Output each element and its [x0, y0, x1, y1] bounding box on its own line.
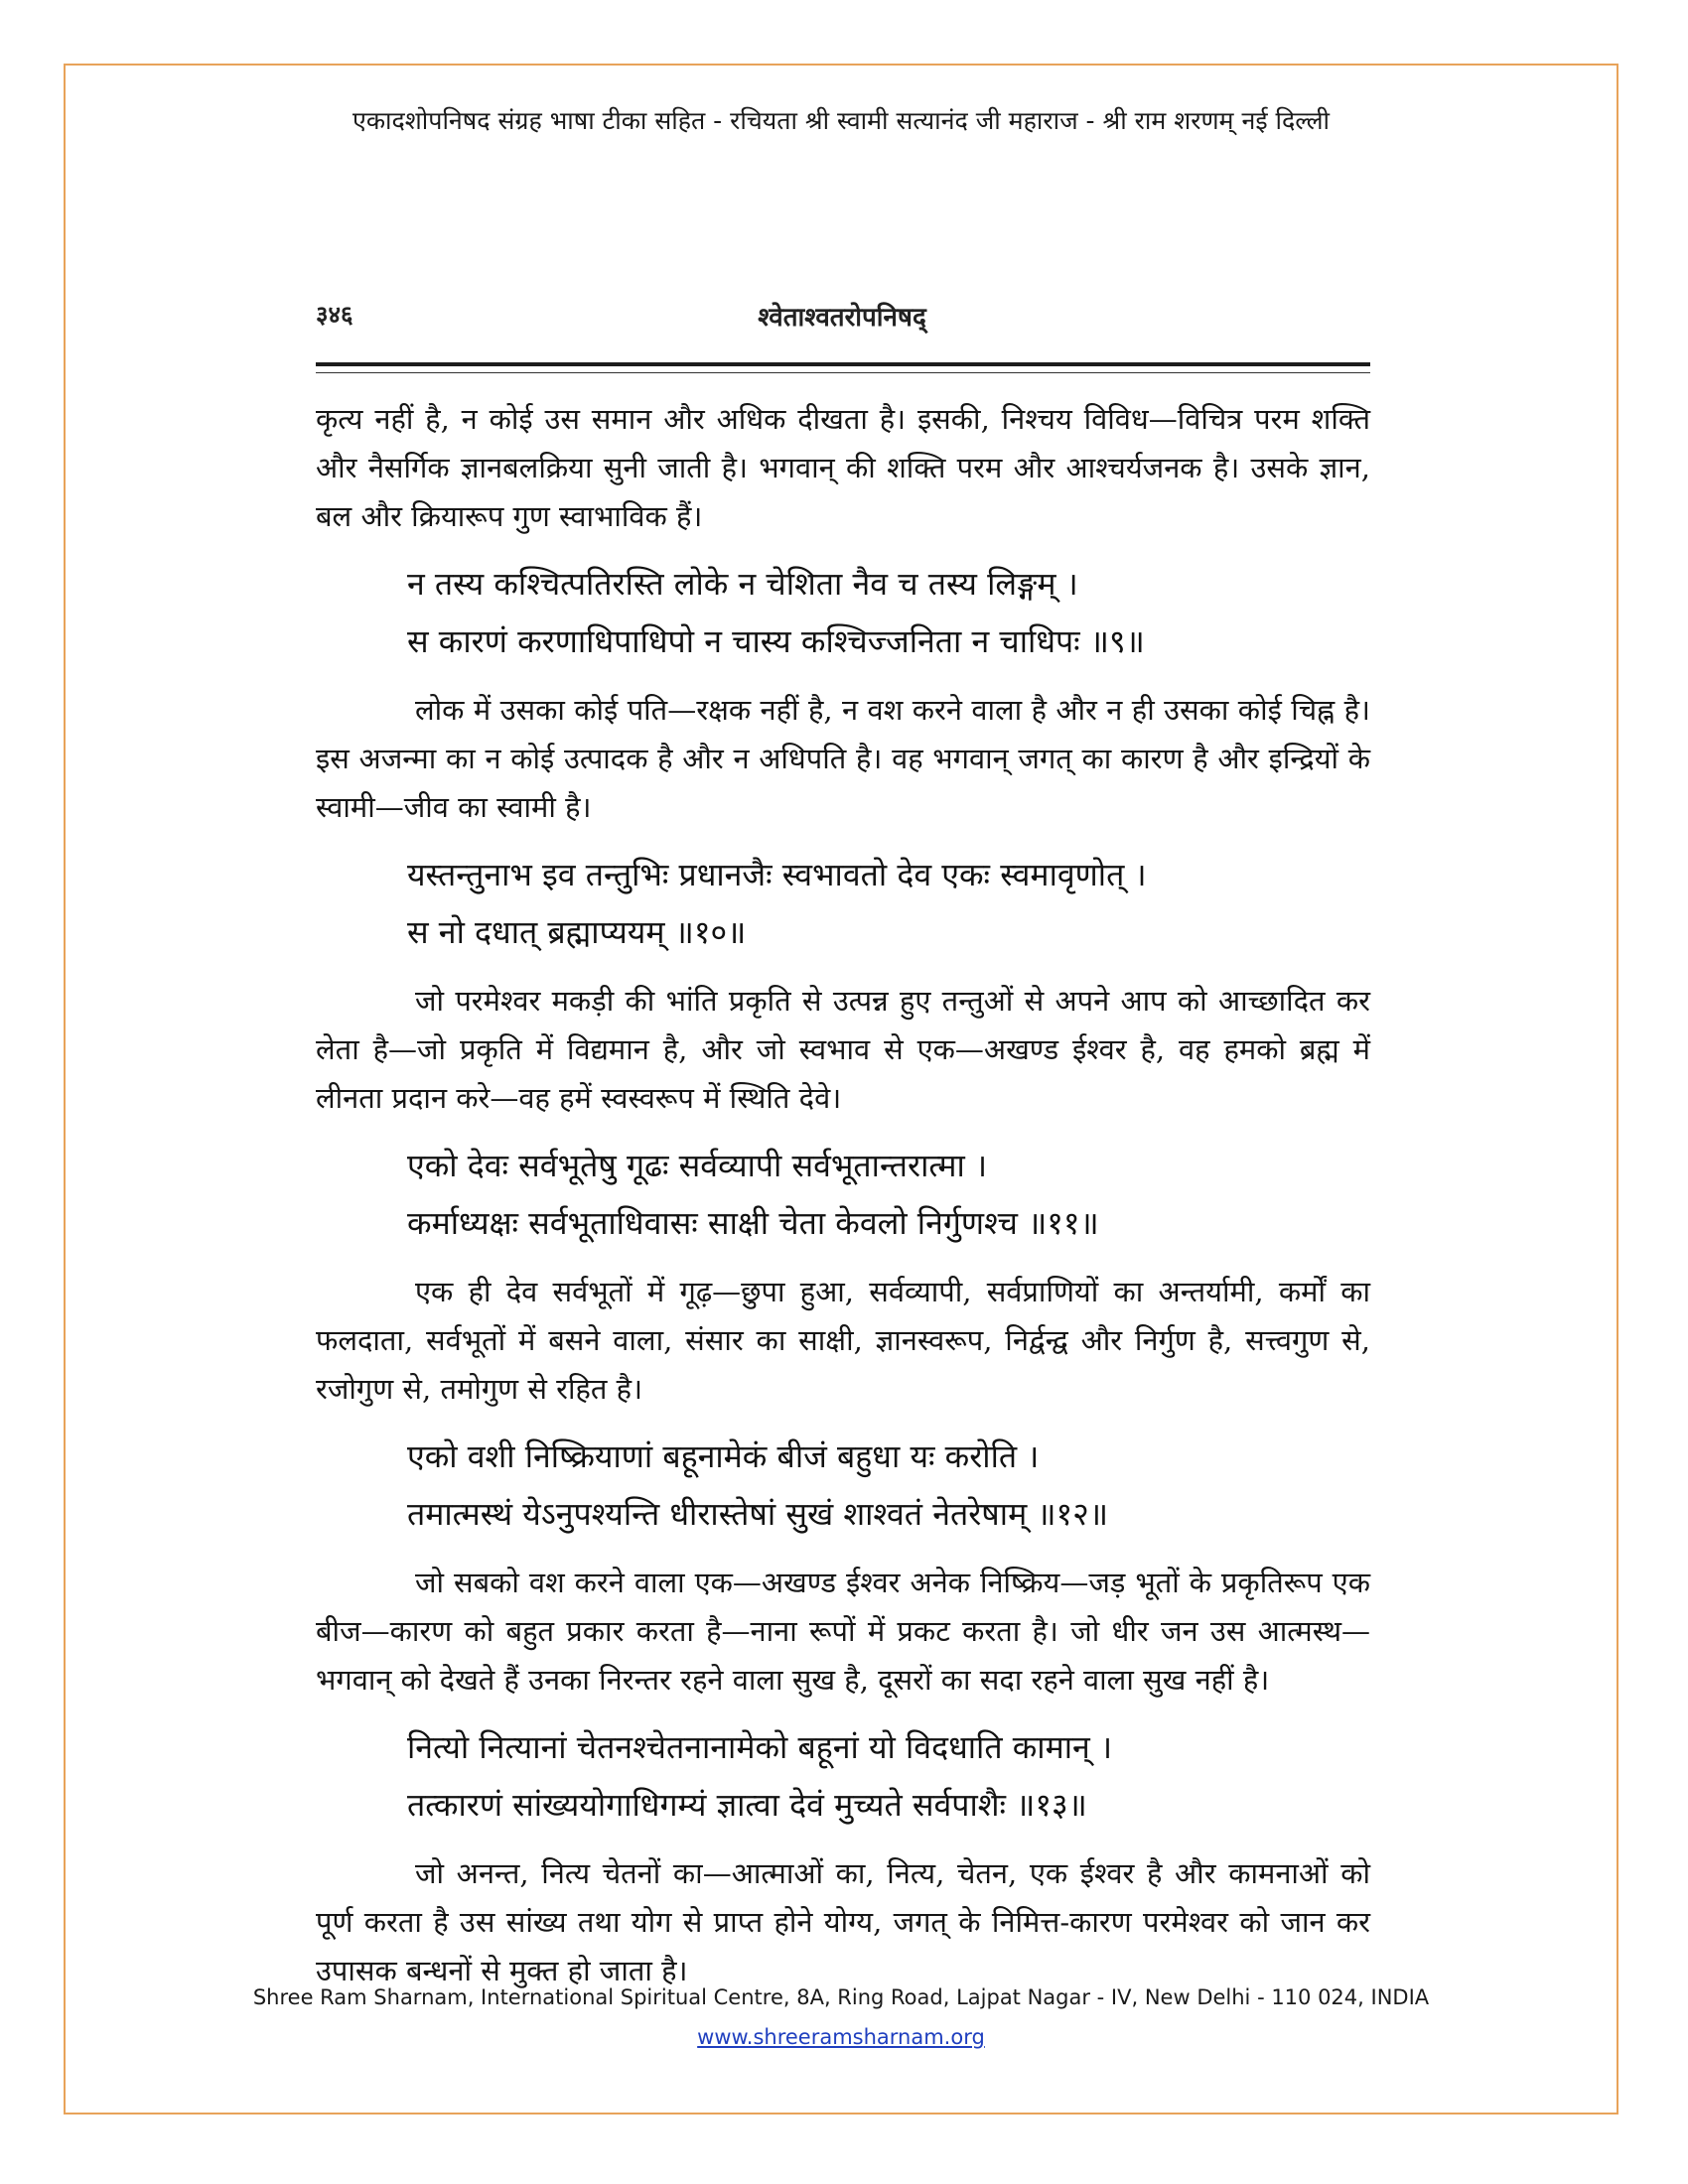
page-number: ३४६ — [316, 300, 353, 329]
commentary-paragraph: लोक में उसका कोई पति—रक्षक नहीं है, न वश करने वाला है और न ही उसका कोई चिह्न है। इस अजन्मा का न कोई उत्पादक है और न अधिपति है। वह भगवान् जगत् का कारण है और इन्द्रियों के स्वामी—जीव का स्वामी है। — [316, 693, 1370, 824]
verse-line: कर्माध्यक्षः सर्वभूताधिवासः साक्षी चेता केवलो निर्गुणश्च ॥११॥ — [407, 1204, 1099, 1242]
verse-line: तमात्मस्थं येऽनुपश्यन्ति धीरास्तेषां सुखं शाश्वतं नेतरेषाम् ॥१२॥ — [407, 1495, 1108, 1533]
verse-line: एको देवः सर्वभूतेषु गूढः सर्वव्यापी सर्वभूतान्तरात्मा । — [407, 1147, 988, 1184]
verse-10 — [316, 846, 1370, 961]
verse-line: न तस्य कश्चित्पतिरस्ति लोके न चेशिता नैव च तस्य लिङ्गम् । — [407, 565, 1078, 603]
verse-line: नित्यो नित्यानां चेतनश्चेतनानामेको बहूनां यो विदधाति कामान् । — [407, 1728, 1113, 1766]
document-header: एकादशोपनिषद संग्रह भाषा टीका सहित - रचियता श्री स्वामी सत्यानंद जी महाराज - श्री राम शरणम् नई दिल्ली — [352, 106, 1330, 135]
verse-12 — [316, 1428, 1370, 1543]
commentary-paragraph: जो अनन्त, नित्य चेतनों का—आत्माओं का, नित्य, चेतन, एक ईश्वर है और कामनाओं को पूर्ण करता है उस सांख्य तथा योग से प्राप्त होने योग्य, जगत् के निमित्त-कारण परमेश्वर को जान कर उपासक बन्धनों से मुक्त हो जाता है। — [316, 1856, 1370, 1987]
running-title: श्वेताश्वतरोपनिषद् — [758, 303, 926, 333]
header-rule-thin — [316, 372, 1370, 373]
header-rule — [316, 362, 1370, 366]
verse-13 — [316, 1718, 1370, 1834]
commentary-paragraph: एक ही देव सर्वभूतों में गूढ़—छुपा हुआ, सर्वव्यापी, सर्वप्राणियों का अन्तर्यामी, कर्मों का फलदाता, सर्वभूतों में बसने वाला, संसार का साक्षी, ज्ञानस्वरूप, निर्द्वन्द्व और निर्गुण है, सत्त्वगुण से, रजोगुण से, तमोगुण से रहित है। — [316, 1275, 1370, 1406]
verse-line: एको वशी निष्क्रियाणां बहूनामेकं बीजं बहुधा यः करोति । — [407, 1437, 1040, 1475]
page-content — [316, 395, 1370, 2009]
commentary-paragraph: जो परमेश्वर मकड़ी की भांति प्रकृति से उत्पन्न हुए तन्तुओं से अपने आप को आच्छादित कर लेता है—जो प्रकृति में विद्यमान है, और जो स्वभाव से एक—अखण्ड ईश्वर है, वह हमको ब्रह्म में लीनता प्रदान करे—वह हमें स्वस्वरूप में स्थिति देवे। — [316, 984, 1370, 1115]
page-head — [316, 298, 1368, 334]
commentary-paragraph: जो सबको वश करने वाला एक—अखण्ड ईश्वर अनेक निष्क्रिय—जड़ भूतों के प्रकृतिरूप एक बीज—कारण को बहुत प्रकार करता है—नाना रूपों में प्रकट करता है। जो धीर जन उस आत्मस्थ—भगवान् को देखते हैं उनका निरन्तर रहने वाला सुख है, दूसरों का सदा रहने वाला सुख नहीं है। — [316, 1566, 1370, 1697]
verse-line: स कारणं करणाधिपाधिपो न चास्य कश्चिज्जनिता न चाधिपः ॥९॥ — [407, 622, 1145, 660]
verse-9 — [316, 555, 1370, 670]
footer-address: Shree Ram Sharnam, International Spiritual Centre, 8A, Ring Road, Lajpat Nagar - IV, New Delhi - 110 024, INDIA — [252, 1985, 1430, 2009]
verse-line: तत्कारणं सांख्ययोगाधिगम्यं ज्ञात्वा देवं मुच्यते सर्वपाशैः ॥१३॥ — [407, 1786, 1087, 1824]
verse-line: यस्तन्तुनाभ इव तन्तुभिः प्रधानजैः स्वभावतो देव एकः स्वमावृणोत् । — [407, 856, 1147, 893]
website-link[interactable]: www.shreeramsharnam.org — [697, 2025, 985, 2049]
verse-11 — [316, 1137, 1370, 1252]
footer-website — [64, 2025, 1618, 2049]
commentary-paragraph: कृत्य नहीं है, न कोई उस समान और अधिक दीखता है। इसकी, निश्चय विविध—विचित्र परम शक्ति और नैसर्गिक ज्ञानबलक्रिया सुनी जाती है। भगवान् की शक्ति परम और आश्चर्यजनक है। उसके ज्ञान, बल और क्रियारूप गुण स्वाभाविक हैं। — [316, 402, 1370, 533]
verse-line: स नो दधात् ब्रह्माप्ययम् ॥१०॥ — [407, 913, 747, 951]
